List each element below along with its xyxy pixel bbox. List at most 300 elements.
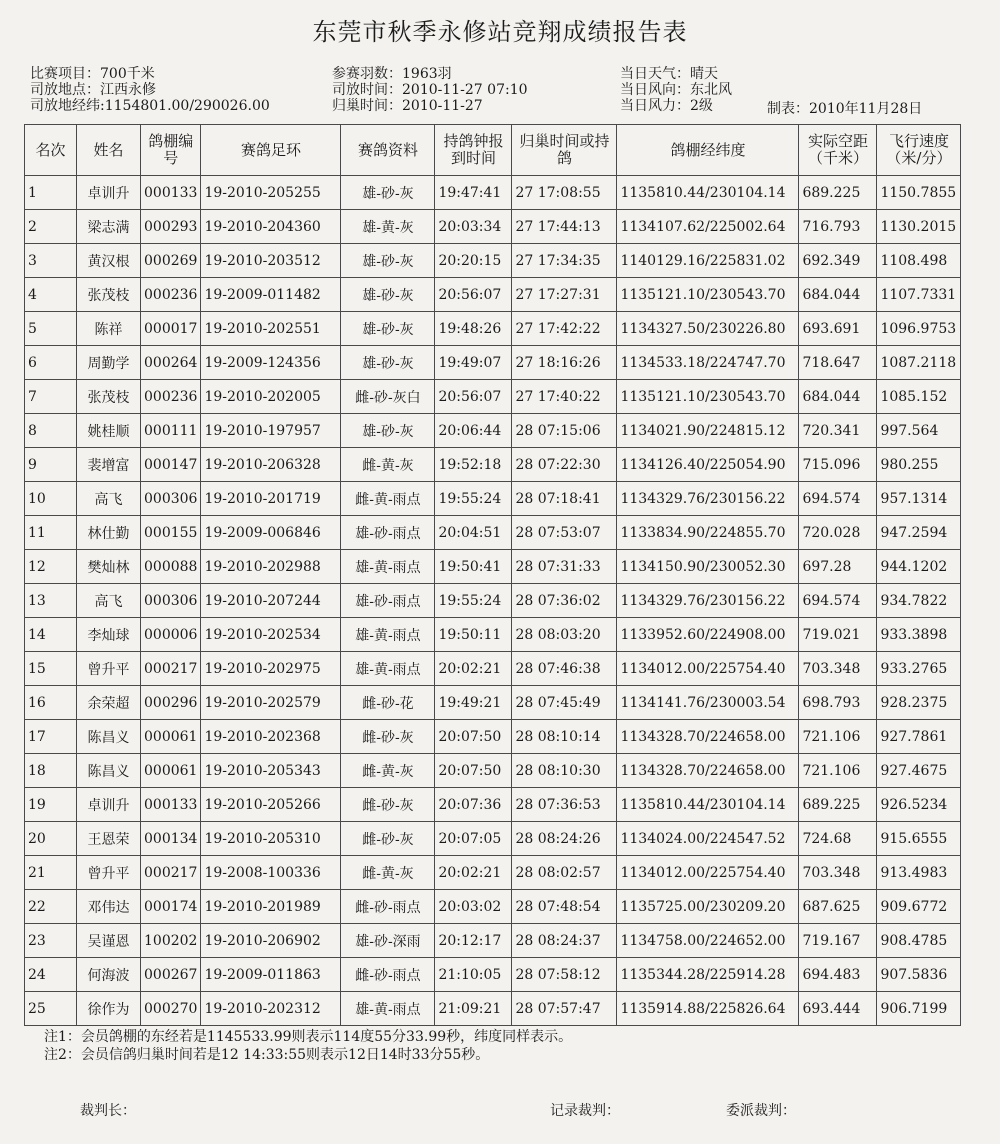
table-row xyxy=(25,686,961,720)
cell-speed: 980.255 xyxy=(877,448,961,482)
header-loft-id: 鸽棚编号 xyxy=(141,125,201,176)
cell-speed: 944.1202 xyxy=(877,550,961,584)
cell-speed: 1108.498 xyxy=(877,244,961,278)
cell-speed: 926.5234 xyxy=(877,788,961,822)
cell-coordinates: 1134328.70/224658.00 xyxy=(617,754,799,788)
cell-clock-time: 20:02:21 xyxy=(435,856,512,890)
cell-rank: 12 xyxy=(25,550,77,584)
cell-loft-id: 000088 xyxy=(141,550,201,584)
cell-name: 李灿球 xyxy=(77,618,141,652)
cell-coordinates: 1134328.70/224658.00 xyxy=(617,720,799,754)
cell-ring: 19-2010-206902 xyxy=(201,924,341,958)
table-row xyxy=(25,992,961,1026)
cell-ring: 19-2010-201719 xyxy=(201,482,341,516)
wind-force: 当日风力：2级 xyxy=(620,98,713,114)
cell-clock-time: 19:47:41 xyxy=(435,176,512,210)
cell-name: 陈昌义 xyxy=(77,720,141,754)
cell-loft-id: 000133 xyxy=(141,788,201,822)
cell-name: 何海波 xyxy=(77,958,141,992)
weather: 当日天气：晴天 xyxy=(620,66,718,82)
cell-name: 徐作为 xyxy=(77,992,141,1026)
cell-clock-time: 19:52:18 xyxy=(435,448,512,482)
cell-bird-info: 雄-砂-雨点 xyxy=(341,584,435,618)
cell-rank: 7 xyxy=(25,380,77,414)
cell-bird-info: 雌-砂-花 xyxy=(341,686,435,720)
race-distance: 比赛项目：700千米 xyxy=(30,66,155,82)
cell-distance: 716.793 xyxy=(799,210,877,244)
cell-coordinates: 1134012.00/225754.40 xyxy=(617,856,799,890)
cell-coordinates: 1135121.10/230543.70 xyxy=(617,278,799,312)
cell-coordinates: 1134141.76/230003.54 xyxy=(617,686,799,720)
cell-distance: 694.574 xyxy=(799,584,877,618)
cell-distance: 693.444 xyxy=(799,992,877,1026)
table-row xyxy=(25,312,961,346)
cell-ring: 19-2010-205255 xyxy=(201,176,341,210)
cell-ring: 19-2008-100336 xyxy=(201,856,341,890)
cell-clock-time: 21:10:05 xyxy=(435,958,512,992)
cell-bird-info: 雄-砂-灰 xyxy=(341,176,435,210)
cell-rank: 15 xyxy=(25,652,77,686)
cell-return-time: 28 07:48:54 xyxy=(512,890,617,924)
cell-loft-id: 000264 xyxy=(141,346,201,380)
cell-loft-id: 000061 xyxy=(141,720,201,754)
cell-speed: 997.564 xyxy=(877,414,961,448)
cell-return-time: 28 08:10:14 xyxy=(512,720,617,754)
cell-rank: 6 xyxy=(25,346,77,380)
cell-clock-time: 20:20:15 xyxy=(435,244,512,278)
cell-return-time: 27 17:40:22 xyxy=(512,380,617,414)
cell-loft-id: 000133 xyxy=(141,176,201,210)
cell-return-time: 28 07:22:30 xyxy=(512,448,617,482)
cell-ring: 19-2010-202551 xyxy=(201,312,341,346)
cell-return-time: 28 07:15:06 xyxy=(512,414,617,448)
cell-coordinates: 1134758.00/224652.00 xyxy=(617,924,799,958)
cell-return-time: 28 08:10:30 xyxy=(512,754,617,788)
cell-loft-id: 000270 xyxy=(141,992,201,1026)
cell-ring: 19-2009-124356 xyxy=(201,346,341,380)
cell-distance: 684.044 xyxy=(799,380,877,414)
cell-ring: 19-2009-006846 xyxy=(201,516,341,550)
cell-bird-info: 雄-砂-深雨 xyxy=(341,924,435,958)
cell-name: 高飞 xyxy=(77,584,141,618)
cell-distance: 687.625 xyxy=(799,890,877,924)
cell-speed: 927.7861 xyxy=(877,720,961,754)
cell-clock-time: 20:07:50 xyxy=(435,754,512,788)
cell-speed: 1085.152 xyxy=(877,380,961,414)
table-row xyxy=(25,278,961,312)
cell-name: 高飞 xyxy=(77,482,141,516)
cell-speed: 928.2375 xyxy=(877,686,961,720)
cell-distance: 721.106 xyxy=(799,720,877,754)
cell-distance: 724.68 xyxy=(799,822,877,856)
cell-loft-id: 000111 xyxy=(141,414,201,448)
cell-loft-id: 000061 xyxy=(141,754,201,788)
wind-direction: 当日风向：东北风 xyxy=(620,82,732,98)
cell-distance: 720.341 xyxy=(799,414,877,448)
cell-bird-info: 雌-砂-灰 xyxy=(341,822,435,856)
cell-bird-info: 雌-黄-雨点 xyxy=(341,482,435,516)
cell-ring: 19-2010-202579 xyxy=(201,686,341,720)
cell-rank: 8 xyxy=(25,414,77,448)
cell-loft-id: 000217 xyxy=(141,856,201,890)
cell-ring: 19-2010-205266 xyxy=(201,788,341,822)
cell-ring: 19-2010-202988 xyxy=(201,550,341,584)
cell-distance: 703.348 xyxy=(799,856,877,890)
release-time: 司放时间：2010-11-27 07:10 xyxy=(332,82,528,98)
cell-bird-info: 雌-黄-灰 xyxy=(341,448,435,482)
cell-bird-info: 雌-黄-灰 xyxy=(341,754,435,788)
cell-rank: 9 xyxy=(25,448,77,482)
cell-bird-info: 雌-砂-灰 xyxy=(341,720,435,754)
cell-return-time: 28 07:46:38 xyxy=(512,652,617,686)
cell-bird-info: 雄-砂-灰 xyxy=(341,278,435,312)
cell-return-time: 28 08:24:26 xyxy=(512,822,617,856)
cell-speed: 933.2765 xyxy=(877,652,961,686)
cell-rank: 16 xyxy=(25,686,77,720)
cell-clock-time: 20:07:36 xyxy=(435,788,512,822)
cell-coordinates: 1133952.60/224908.00 xyxy=(617,618,799,652)
release-coordinates: 司放地经纬:1154801.00/290026.00 xyxy=(30,98,270,114)
table-row xyxy=(25,720,961,754)
header-speed: 飞行速度（米/分） xyxy=(877,125,961,176)
cell-coordinates: 1135344.28/225914.28 xyxy=(617,958,799,992)
cell-bird-info: 雌-黄-灰 xyxy=(341,856,435,890)
cell-rank: 17 xyxy=(25,720,77,754)
header-distance: 实际空距（千米） xyxy=(799,125,877,176)
cell-name: 陈昌义 xyxy=(77,754,141,788)
header-row xyxy=(25,125,961,176)
cell-return-time: 28 07:31:33 xyxy=(512,550,617,584)
cell-ring: 19-2010-203512 xyxy=(201,244,341,278)
cell-loft-id: 000236 xyxy=(141,380,201,414)
cell-rank: 23 xyxy=(25,924,77,958)
cell-loft-id: 000217 xyxy=(141,652,201,686)
cell-speed: 908.4785 xyxy=(877,924,961,958)
cell-bird-info: 雄-黄-雨点 xyxy=(341,550,435,584)
header-coordinates: 鸽棚经纬度 xyxy=(617,125,799,176)
table-row xyxy=(25,584,961,618)
cell-distance: 718.647 xyxy=(799,346,877,380)
cell-name: 张茂枝 xyxy=(77,278,141,312)
cell-coordinates: 1134150.90/230052.30 xyxy=(617,550,799,584)
cell-speed: 1096.9753 xyxy=(877,312,961,346)
cell-loft-id: 000155 xyxy=(141,516,201,550)
table-row xyxy=(25,958,961,992)
cell-speed: 933.3898 xyxy=(877,618,961,652)
cell-loft-id: 100202 xyxy=(141,924,201,958)
release-location: 司放地点：江西永修 xyxy=(30,82,156,98)
header-return-time: 归巢时间或持鸽 xyxy=(512,125,617,176)
cell-clock-time: 20:07:50 xyxy=(435,720,512,754)
cell-ring: 19-2010-202005 xyxy=(201,380,341,414)
cell-ring: 19-2010-205343 xyxy=(201,754,341,788)
made-date: 制表：2010年11月28日 xyxy=(767,101,923,117)
table-row xyxy=(25,176,961,210)
table-row xyxy=(25,414,961,448)
cell-speed: 934.7822 xyxy=(877,584,961,618)
cell-coordinates: 1135810.44/230104.14 xyxy=(617,176,799,210)
cell-rank: 25 xyxy=(25,992,77,1026)
cell-rank: 22 xyxy=(25,890,77,924)
cell-name: 曾升平 xyxy=(77,652,141,686)
table-row xyxy=(25,856,961,890)
cell-bird-info: 雄-砂-灰 xyxy=(341,414,435,448)
cell-ring: 19-2009-011482 xyxy=(201,278,341,312)
cell-loft-id: 000306 xyxy=(141,584,201,618)
cell-return-time: 27 18:16:26 xyxy=(512,346,617,380)
assigned-referee-label: 委派裁判： xyxy=(726,1103,796,1119)
cell-clock-time: 19:50:11 xyxy=(435,618,512,652)
cell-return-time: 28 07:57:47 xyxy=(512,992,617,1026)
cell-speed: 915.6555 xyxy=(877,822,961,856)
cell-loft-id: 000147 xyxy=(141,448,201,482)
table-row xyxy=(25,482,961,516)
cell-loft-id: 000306 xyxy=(141,482,201,516)
cell-return-time: 27 17:42:22 xyxy=(512,312,617,346)
cell-return-time: 28 07:58:12 xyxy=(512,958,617,992)
cell-coordinates: 1134329.76/230156.22 xyxy=(617,482,799,516)
entry-count: 参赛羽数：1963羽 xyxy=(332,66,452,82)
note-2: 注2：会员信鸽归巢时间若是12 14:33:55则表示12日14时33分55秒。 xyxy=(44,1047,490,1063)
cell-distance: 689.225 xyxy=(799,788,877,822)
cell-return-time: 27 17:27:31 xyxy=(512,278,617,312)
cell-name: 林仕勤 xyxy=(77,516,141,550)
cell-return-time: 28 07:53:07 xyxy=(512,516,617,550)
header-ring: 赛鸽足环 xyxy=(201,125,341,176)
results-table xyxy=(24,124,961,1026)
cell-clock-time: 20:03:02 xyxy=(435,890,512,924)
cell-speed: 913.4983 xyxy=(877,856,961,890)
cell-return-time: 28 08:03:20 xyxy=(512,618,617,652)
cell-ring: 19-2010-202975 xyxy=(201,652,341,686)
cell-bird-info: 雄-砂-灰 xyxy=(341,346,435,380)
table-row xyxy=(25,822,961,856)
cell-rank: 13 xyxy=(25,584,77,618)
cell-coordinates: 1134107.62/225002.64 xyxy=(617,210,799,244)
header-clock-time: 持鸽钟报到时间 xyxy=(435,125,512,176)
cell-rank: 1 xyxy=(25,176,77,210)
cell-speed: 906.7199 xyxy=(877,992,961,1026)
cell-clock-time: 19:49:21 xyxy=(435,686,512,720)
cell-coordinates: 1134327.50/230226.80 xyxy=(617,312,799,346)
cell-distance: 692.349 xyxy=(799,244,877,278)
cell-return-time: 27 17:44:13 xyxy=(512,210,617,244)
cell-coordinates: 1134021.90/224815.12 xyxy=(617,414,799,448)
cell-loft-id: 000296 xyxy=(141,686,201,720)
cell-return-time: 27 17:34:35 xyxy=(512,244,617,278)
table-row xyxy=(25,652,961,686)
cell-coordinates: 1135914.88/225826.64 xyxy=(617,992,799,1026)
cell-name: 陈祥 xyxy=(77,312,141,346)
cell-speed: 1107.7331 xyxy=(877,278,961,312)
cell-ring: 19-2010-206328 xyxy=(201,448,341,482)
cell-bird-info: 雄-砂-灰 xyxy=(341,312,435,346)
table-row xyxy=(25,244,961,278)
cell-rank: 3 xyxy=(25,244,77,278)
cell-name: 王恩荣 xyxy=(77,822,141,856)
cell-ring: 19-2010-204360 xyxy=(201,210,341,244)
cell-speed: 1130.2015 xyxy=(877,210,961,244)
note-1: 注1：会员鸽棚的东经若是1145533.99则表示114度55分33.99秒，纬度同样表示。 xyxy=(44,1029,573,1045)
header-name: 姓名 xyxy=(77,125,141,176)
cell-ring: 19-2010-201989 xyxy=(201,890,341,924)
cell-clock-time: 20:12:17 xyxy=(435,924,512,958)
cell-rank: 5 xyxy=(25,312,77,346)
cell-name: 姚桂顺 xyxy=(77,414,141,448)
cell-rank: 18 xyxy=(25,754,77,788)
cell-distance: 697.28 xyxy=(799,550,877,584)
cell-loft-id: 000269 xyxy=(141,244,201,278)
header-rank: 名次 xyxy=(25,125,77,176)
cell-coordinates: 1134126.40/225054.90 xyxy=(617,448,799,482)
cell-coordinates: 1135121.10/230543.70 xyxy=(617,380,799,414)
cell-coordinates: 1134533.18/224747.70 xyxy=(617,346,799,380)
cell-ring: 19-2009-011863 xyxy=(201,958,341,992)
cell-rank: 24 xyxy=(25,958,77,992)
cell-distance: 693.691 xyxy=(799,312,877,346)
table-row xyxy=(25,448,961,482)
cell-name: 张茂枝 xyxy=(77,380,141,414)
cell-coordinates: 1134329.76/230156.22 xyxy=(617,584,799,618)
cell-bird-info: 雄-黄-灰 xyxy=(341,210,435,244)
cell-ring: 19-2010-205310 xyxy=(201,822,341,856)
report-title: 东莞市秋季永修站竞翔成绩报告表 xyxy=(312,18,688,46)
cell-return-time: 28 08:02:57 xyxy=(512,856,617,890)
cell-loft-id: 000236 xyxy=(141,278,201,312)
cell-name: 裴增富 xyxy=(77,448,141,482)
table-row xyxy=(25,754,961,788)
cell-ring: 19-2010-202534 xyxy=(201,618,341,652)
cell-clock-time: 19:48:26 xyxy=(435,312,512,346)
cell-ring: 19-2010-202312 xyxy=(201,992,341,1026)
cell-speed: 957.1314 xyxy=(877,482,961,516)
cell-loft-id: 000006 xyxy=(141,618,201,652)
cell-name: 周勤学 xyxy=(77,346,141,380)
cell-distance: 720.028 xyxy=(799,516,877,550)
cell-ring: 19-2010-197957 xyxy=(201,414,341,448)
cell-distance: 694.574 xyxy=(799,482,877,516)
cell-clock-time: 21:09:21 xyxy=(435,992,512,1026)
cell-distance: 721.106 xyxy=(799,754,877,788)
cell-return-time: 28 07:36:53 xyxy=(512,788,617,822)
cell-distance: 715.096 xyxy=(799,448,877,482)
cell-clock-time: 20:07:05 xyxy=(435,822,512,856)
cell-bird-info: 雌-砂-雨点 xyxy=(341,958,435,992)
cell-return-time: 28 08:24:37 xyxy=(512,924,617,958)
table-row xyxy=(25,890,961,924)
cell-bird-info: 雄-黄-雨点 xyxy=(341,992,435,1026)
return-date: 归巢时间：2010-11-27 xyxy=(332,98,483,114)
table-row xyxy=(25,380,961,414)
table-row xyxy=(25,618,961,652)
cell-clock-time: 19:50:41 xyxy=(435,550,512,584)
cell-return-time: 28 07:18:41 xyxy=(512,482,617,516)
cell-distance: 684.044 xyxy=(799,278,877,312)
cell-rank: 11 xyxy=(25,516,77,550)
cell-ring: 19-2010-202368 xyxy=(201,720,341,754)
cell-speed: 909.6772 xyxy=(877,890,961,924)
header-bird-info: 赛鸽资料 xyxy=(341,125,435,176)
cell-loft-id: 000017 xyxy=(141,312,201,346)
cell-name: 卓训升 xyxy=(77,788,141,822)
cell-loft-id: 000293 xyxy=(141,210,201,244)
cell-rank: 21 xyxy=(25,856,77,890)
cell-loft-id: 000134 xyxy=(141,822,201,856)
cell-coordinates: 1135810.44/230104.14 xyxy=(617,788,799,822)
cell-bird-info: 雌-砂-灰 xyxy=(341,788,435,822)
table-row xyxy=(25,924,961,958)
cell-bird-info: 雄-砂-灰 xyxy=(341,244,435,278)
cell-clock-time: 20:06:44 xyxy=(435,414,512,448)
cell-coordinates: 1134024.00/224547.52 xyxy=(617,822,799,856)
cell-clock-time: 19:55:24 xyxy=(435,482,512,516)
cell-bird-info: 雄-砂-雨点 xyxy=(341,516,435,550)
cell-clock-time: 20:04:51 xyxy=(435,516,512,550)
cell-name: 曾升平 xyxy=(77,856,141,890)
cell-clock-time: 20:02:21 xyxy=(435,652,512,686)
cell-clock-time: 20:56:07 xyxy=(435,278,512,312)
cell-name: 梁志满 xyxy=(77,210,141,244)
cell-coordinates: 1133834.90/224855.70 xyxy=(617,516,799,550)
cell-speed: 927.4675 xyxy=(877,754,961,788)
cell-rank: 19 xyxy=(25,788,77,822)
cell-clock-time: 19:49:07 xyxy=(435,346,512,380)
cell-bird-info: 雌-砂-雨点 xyxy=(341,890,435,924)
cell-clock-time: 19:55:24 xyxy=(435,584,512,618)
cell-name: 黄汉根 xyxy=(77,244,141,278)
record-referee-label: 记录裁判： xyxy=(550,1103,620,1119)
table-row xyxy=(25,550,961,584)
cell-distance: 698.793 xyxy=(799,686,877,720)
cell-clock-time: 20:56:07 xyxy=(435,380,512,414)
notes xyxy=(44,1028,572,1064)
cell-loft-id: 000267 xyxy=(141,958,201,992)
cell-name: 吴谨恩 xyxy=(77,924,141,958)
cell-coordinates: 1135725.00/230209.20 xyxy=(617,890,799,924)
cell-return-time: 28 07:36:02 xyxy=(512,584,617,618)
cell-distance: 703.348 xyxy=(799,652,877,686)
cell-bird-info: 雄-黄-雨点 xyxy=(341,618,435,652)
cell-return-time: 28 07:45:49 xyxy=(512,686,617,720)
cell-name: 邓伟达 xyxy=(77,890,141,924)
cell-ring: 19-2010-207244 xyxy=(201,584,341,618)
table-row xyxy=(25,346,961,380)
cell-rank: 20 xyxy=(25,822,77,856)
info-block-right xyxy=(620,66,732,114)
cell-name: 卓训升 xyxy=(77,176,141,210)
cell-distance: 719.021 xyxy=(799,618,877,652)
table-row xyxy=(25,516,961,550)
cell-coordinates: 1140129.16/225831.02 xyxy=(617,244,799,278)
cell-return-time: 27 17:08:55 xyxy=(512,176,617,210)
chief-referee-label: 裁判长： xyxy=(80,1103,136,1119)
cell-loft-id: 000174 xyxy=(141,890,201,924)
cell-distance: 719.167 xyxy=(799,924,877,958)
cell-speed: 907.5836 xyxy=(877,958,961,992)
cell-distance: 694.483 xyxy=(799,958,877,992)
table-row xyxy=(25,788,961,822)
info-block-middle xyxy=(332,66,528,114)
cell-speed: 1150.7855 xyxy=(877,176,961,210)
cell-bird-info: 雌-砂-灰白 xyxy=(341,380,435,414)
cell-speed: 947.2594 xyxy=(877,516,961,550)
cell-coordinates: 1134012.00/225754.40 xyxy=(617,652,799,686)
cell-rank: 4 xyxy=(25,278,77,312)
cell-name: 樊灿林 xyxy=(77,550,141,584)
table-row xyxy=(25,210,961,244)
cell-rank: 2 xyxy=(25,210,77,244)
cell-speed: 1087.2118 xyxy=(877,346,961,380)
